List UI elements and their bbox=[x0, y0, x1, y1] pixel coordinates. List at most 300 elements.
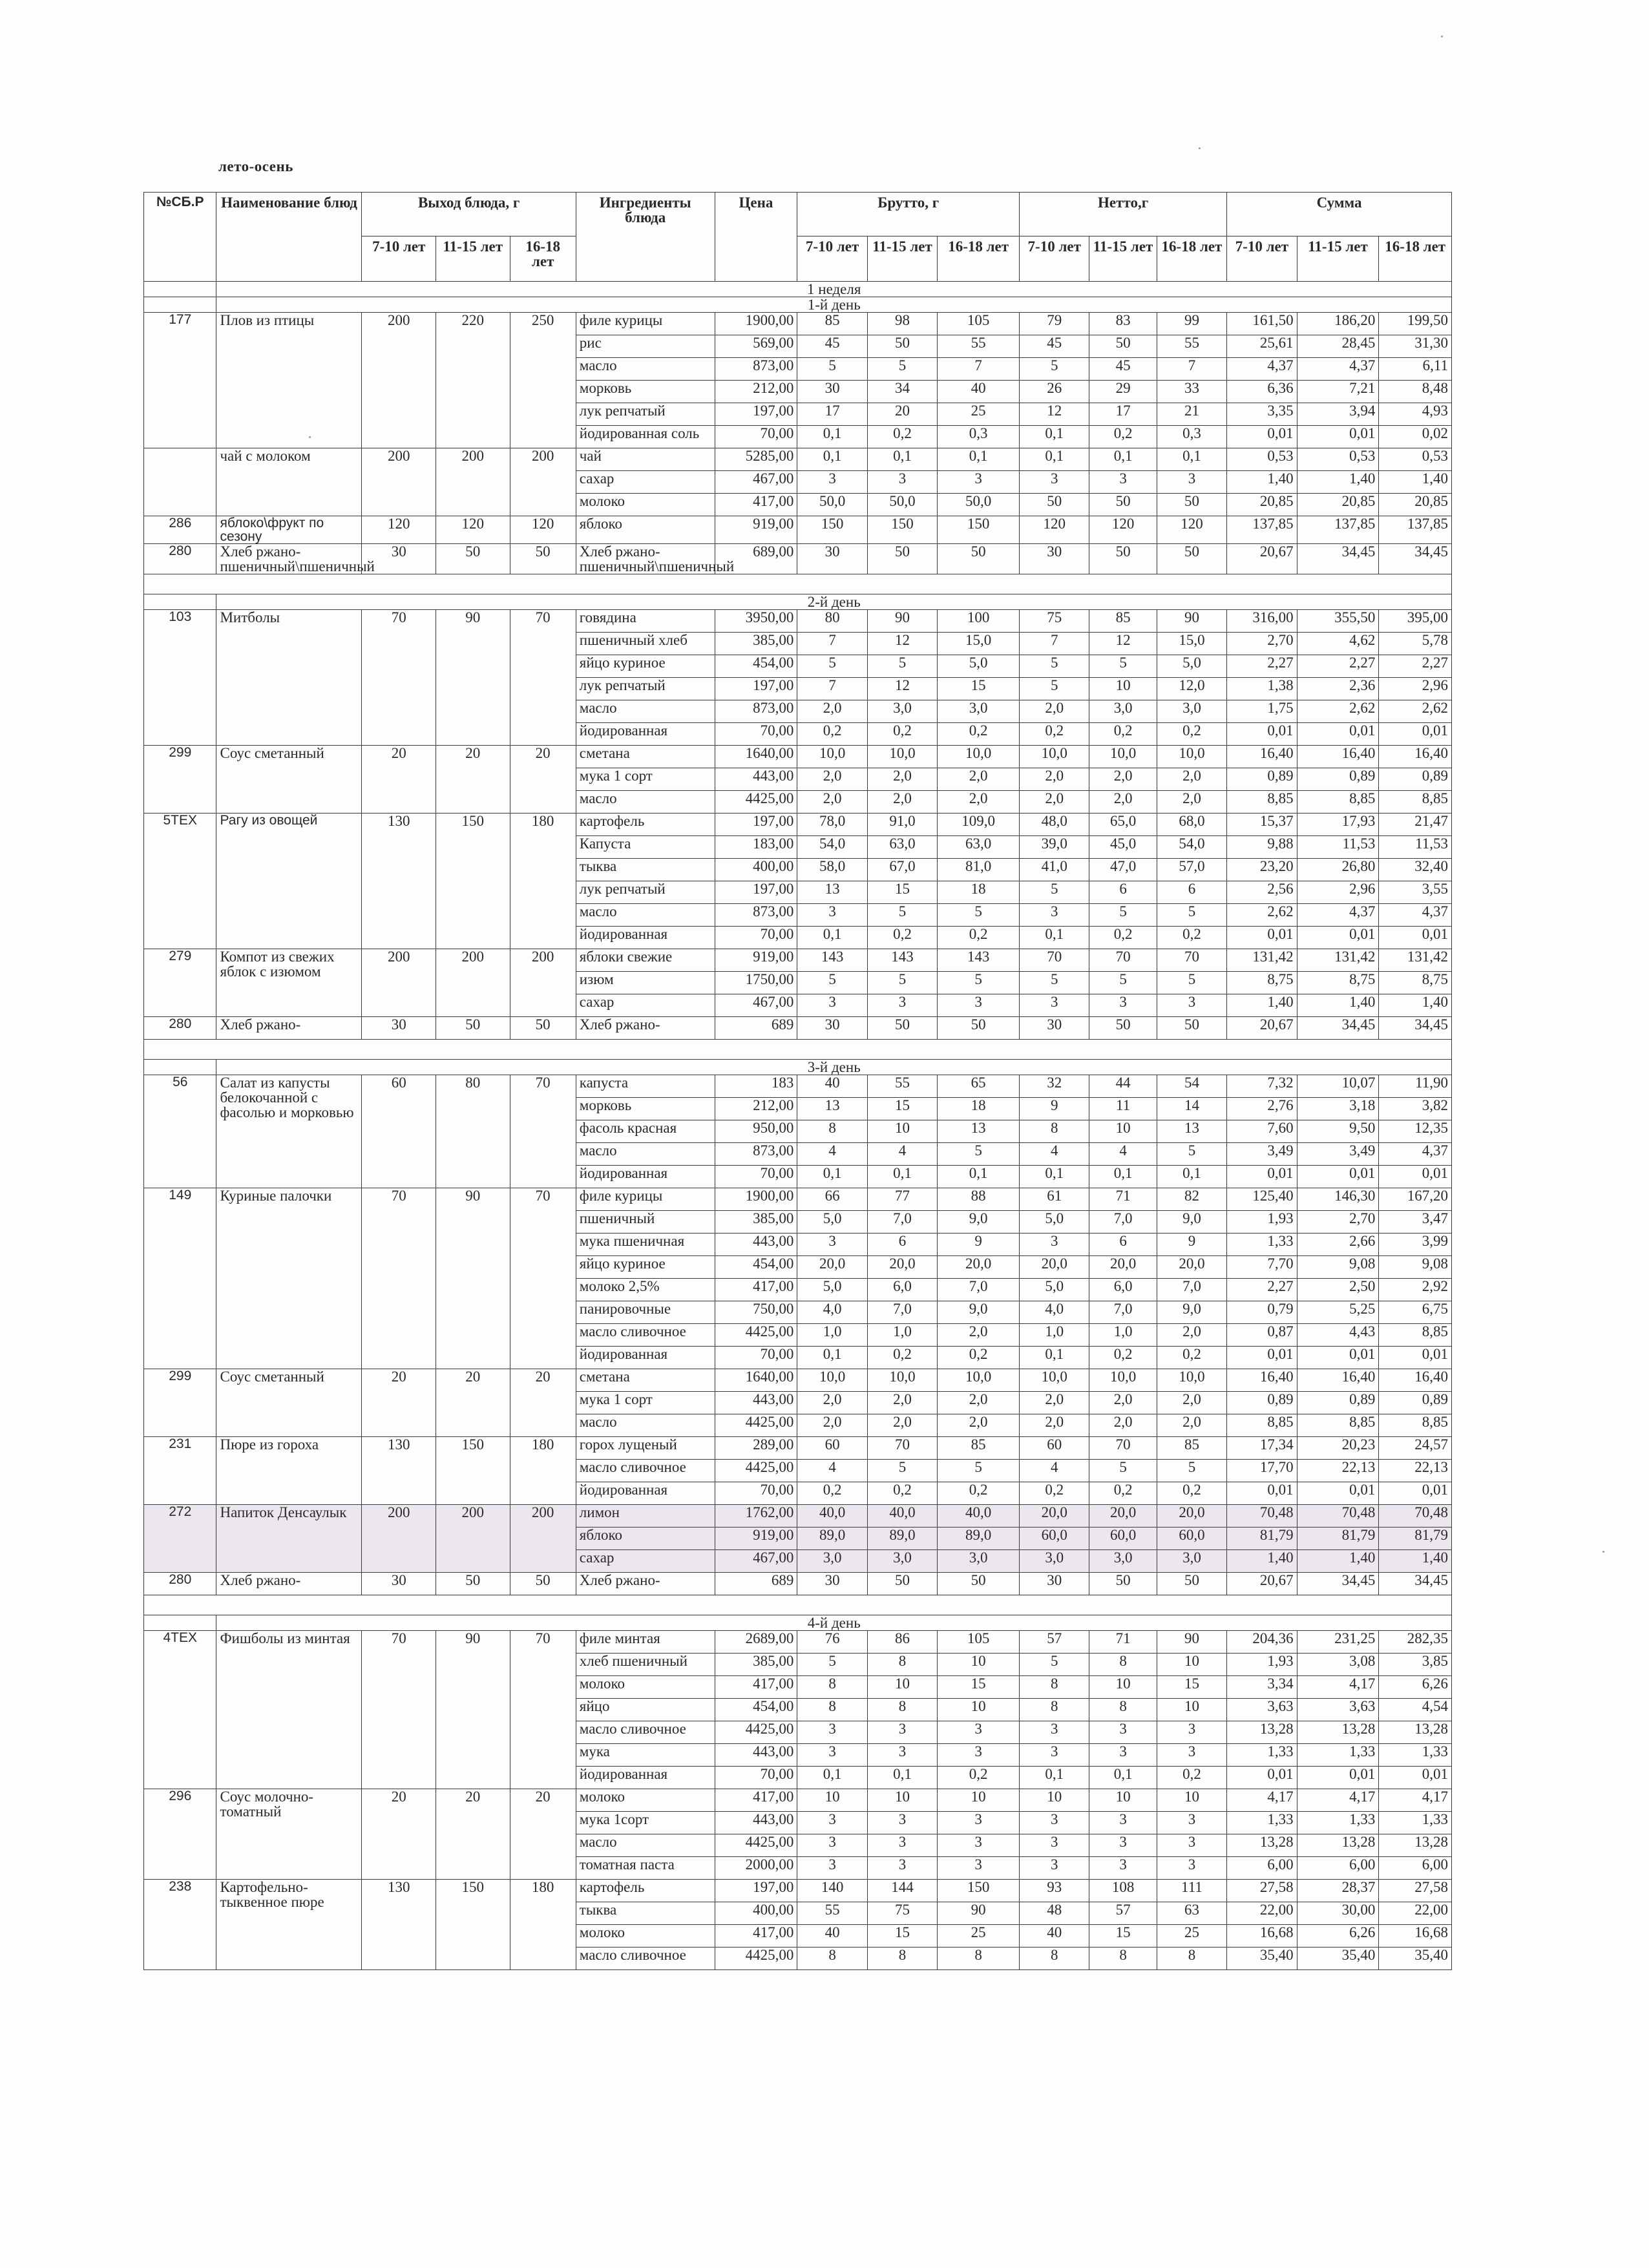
ingredient-gross: 10,0 bbox=[867, 1369, 937, 1392]
ingredient-sum: 16,68 bbox=[1227, 1925, 1297, 1948]
ingredient-sum: 1,40 bbox=[1379, 1550, 1452, 1573]
ingredient-sum: 22,13 bbox=[1379, 1460, 1452, 1482]
dish-yield: 70 bbox=[362, 1188, 436, 1369]
ingredient-sum: 0,01 bbox=[1379, 1482, 1452, 1505]
ingredient-net: 45 bbox=[1020, 335, 1089, 358]
ingredient-sum: 0,89 bbox=[1227, 768, 1297, 791]
header-yield: Выход блюда, г bbox=[362, 193, 576, 236]
spacer-row bbox=[144, 1040, 1452, 1060]
ingredient-gross: 0,1 bbox=[867, 448, 937, 471]
ingredient-gross: 2,0 bbox=[867, 1392, 937, 1414]
ingredient-gross: 5,0 bbox=[938, 655, 1020, 678]
ingredient-net: 8 bbox=[1020, 1676, 1089, 1699]
ingredient-sum: 13,28 bbox=[1227, 1834, 1297, 1857]
ingredient-sum: 0,87 bbox=[1227, 1324, 1297, 1347]
ingredient-net: 2,0 bbox=[1157, 1414, 1226, 1437]
ingredient-sum: 6,26 bbox=[1297, 1925, 1379, 1948]
ingredient-name: пшеничный bbox=[576, 1211, 715, 1234]
ingredient-gross: 7,0 bbox=[938, 1279, 1020, 1301]
ingredient-gross: 0,2 bbox=[867, 426, 937, 448]
ingredient-price: 417,00 bbox=[715, 1789, 797, 1812]
ingredient-price: 873,00 bbox=[715, 1143, 797, 1166]
empty-cell bbox=[144, 1615, 216, 1631]
ingredient-name: филе курицы bbox=[576, 313, 715, 335]
ingredient-price: 443,00 bbox=[715, 1234, 797, 1256]
ingredient-sum: 1,33 bbox=[1227, 1744, 1297, 1767]
ingredient-gross: 143 bbox=[797, 949, 867, 972]
ingredient-net: 3 bbox=[1020, 904, 1089, 927]
ingredient-price: 443,00 bbox=[715, 1812, 797, 1834]
ingredient-net: 5 bbox=[1020, 881, 1089, 904]
ingredient-name: капуста bbox=[576, 1075, 715, 1098]
ingredient-net: 93 bbox=[1020, 1880, 1089, 1902]
ingredient-price: 70,00 bbox=[715, 723, 797, 746]
ingredient-gross: 10,0 bbox=[797, 746, 867, 768]
ingredient-name: яблоко bbox=[576, 516, 715, 544]
ingredient-sum: 137,85 bbox=[1227, 516, 1297, 544]
ingredient-gross: 3 bbox=[797, 1234, 867, 1256]
ingredient-sum: 0,01 bbox=[1227, 723, 1297, 746]
ingredient-gross: 25 bbox=[938, 1925, 1020, 1948]
ingredient-gross: 58,0 bbox=[797, 859, 867, 881]
table-row bbox=[144, 746, 1452, 768]
ingredient-net: 33 bbox=[1157, 381, 1226, 403]
ingredient-price: 1900,00 bbox=[715, 1188, 797, 1211]
ingredient-sum: 8,85 bbox=[1227, 791, 1297, 814]
dish-yield: 20 bbox=[362, 1369, 436, 1437]
ingredient-sum: 0,01 bbox=[1227, 426, 1297, 448]
ingredient-sum: 17,34 bbox=[1227, 1437, 1297, 1460]
dish-yield: 70 bbox=[510, 1631, 576, 1789]
ingredient-net: 6 bbox=[1157, 881, 1226, 904]
ingredient-price: 212,00 bbox=[715, 381, 797, 403]
ingredient-sum: 2,27 bbox=[1227, 655, 1297, 678]
ingredient-net: 30 bbox=[1020, 1017, 1089, 1040]
dish-code: 280 bbox=[144, 1573, 216, 1595]
ingredient-net: 60,0 bbox=[1157, 1528, 1226, 1550]
ingredient-net: 68,0 bbox=[1157, 814, 1226, 836]
ingredient-net: 0,2 bbox=[1157, 1767, 1226, 1789]
ingredient-sum: 20,85 bbox=[1379, 494, 1452, 516]
ingredient-price: 385,00 bbox=[715, 633, 797, 655]
ingredient-sum: 8,85 bbox=[1379, 1414, 1452, 1437]
ingredient-net: 7 bbox=[1020, 633, 1089, 655]
ingredient-sum: 4,37 bbox=[1297, 904, 1379, 927]
ingredient-sum: 34,45 bbox=[1297, 544, 1379, 574]
ingredient-net: 90 bbox=[1157, 610, 1226, 633]
ingredient-net: 3 bbox=[1020, 1812, 1089, 1834]
ingredient-price: 70,00 bbox=[715, 1482, 797, 1505]
ingredient-gross: 86 bbox=[867, 1631, 937, 1654]
ingredient-sum: 16,40 bbox=[1379, 1369, 1452, 1392]
header-yield-age-16-18: 16-18 лет bbox=[510, 236, 576, 282]
ingredient-net: 9,0 bbox=[1157, 1211, 1226, 1234]
dish-yield: 130 bbox=[362, 1437, 436, 1505]
ingredient-name: молоко bbox=[576, 1676, 715, 1699]
ingredient-net: 9,0 bbox=[1157, 1301, 1226, 1324]
ingredient-gross: 13 bbox=[797, 881, 867, 904]
ingredient-net: 0,1 bbox=[1089, 1767, 1157, 1789]
ingredient-price: 4425,00 bbox=[715, 1721, 797, 1744]
ingredient-net: 61 bbox=[1020, 1188, 1089, 1211]
ingredient-sum: 20,23 bbox=[1297, 1437, 1379, 1460]
ingredient-price: 1750,00 bbox=[715, 972, 797, 994]
dish-code: 272 bbox=[144, 1505, 216, 1573]
ingredient-gross: 0,2 bbox=[867, 927, 937, 949]
ingredient-net: 25 bbox=[1157, 1925, 1226, 1948]
ingredient-gross: 8 bbox=[797, 1120, 867, 1143]
ingredient-net: 50 bbox=[1089, 494, 1157, 516]
dish-code: 4TEX bbox=[144, 1631, 216, 1789]
ingredient-gross: 0,2 bbox=[867, 723, 937, 746]
ingredient-sum: 10,07 bbox=[1297, 1075, 1379, 1098]
ingredient-sum: 1,33 bbox=[1379, 1812, 1452, 1834]
header-yield-age-11-15: 11-15 лет bbox=[436, 236, 510, 282]
ingredient-name: йодированная bbox=[576, 723, 715, 746]
ingredient-gross: 0,1 bbox=[938, 448, 1020, 471]
ingredient-sum: 16,40 bbox=[1227, 1369, 1297, 1392]
ingredient-sum: 16,40 bbox=[1297, 746, 1379, 768]
ingredient-net: 10,0 bbox=[1157, 746, 1226, 768]
spacer-row bbox=[144, 574, 1452, 594]
ingredient-sum: 1,40 bbox=[1227, 994, 1297, 1017]
ingredient-net: 0,2 bbox=[1157, 927, 1226, 949]
ingredient-net: 0,2 bbox=[1020, 723, 1089, 746]
ingredient-sum: 4,62 bbox=[1297, 633, 1379, 655]
ingredient-gross: 3 bbox=[797, 471, 867, 494]
ingredient-name: молоко bbox=[576, 1789, 715, 1812]
dish-name: Напиток Денсаулык bbox=[216, 1505, 362, 1573]
scan-speck bbox=[1441, 36, 1443, 37]
ingredient-net: 15 bbox=[1157, 1676, 1226, 1699]
ingredient-gross: 8 bbox=[797, 1676, 867, 1699]
ingredient-net: 47,0 bbox=[1089, 859, 1157, 881]
ingredient-net: 0,3 bbox=[1157, 426, 1226, 448]
table-row bbox=[144, 1573, 1452, 1595]
ingredient-net: 10,0 bbox=[1089, 746, 1157, 768]
ingredient-gross: 3,0 bbox=[797, 1550, 867, 1573]
ingredient-gross: 5 bbox=[867, 655, 937, 678]
ingredient-gross: 5 bbox=[938, 972, 1020, 994]
ingredient-sum: 282,35 bbox=[1379, 1631, 1452, 1654]
ingredient-net: 50 bbox=[1089, 1017, 1157, 1040]
day-row bbox=[144, 297, 1452, 313]
ingredient-net: 0,1 bbox=[1020, 1166, 1089, 1188]
ingredient-net: 54 bbox=[1157, 1075, 1226, 1098]
scan-speck bbox=[1602, 1551, 1604, 1553]
ingredient-price: 197,00 bbox=[715, 814, 797, 836]
ingredient-net: 8 bbox=[1020, 1120, 1089, 1143]
ingredient-name: масло сливочное bbox=[576, 1721, 715, 1744]
ingredient-name: картофель bbox=[576, 814, 715, 836]
ingredient-sum: 34,45 bbox=[1379, 1573, 1452, 1595]
dish-yield: 20 bbox=[510, 746, 576, 814]
ingredient-sum: 1,93 bbox=[1227, 1211, 1297, 1234]
ingredient-gross: 9,0 bbox=[938, 1211, 1020, 1234]
ingredient-sum: 0,89 bbox=[1297, 1392, 1379, 1414]
ingredient-net: 20,0 bbox=[1089, 1256, 1157, 1279]
ingredient-sum: 4,37 bbox=[1297, 358, 1379, 381]
ingredient-gross: 3 bbox=[797, 1834, 867, 1857]
ingredient-net: 0,2 bbox=[1089, 927, 1157, 949]
ingredient-net: 3 bbox=[1089, 1721, 1157, 1744]
ingredient-name: масло bbox=[576, 700, 715, 723]
dish-yield: 200 bbox=[362, 949, 436, 1017]
day-row-label: 2-й день bbox=[216, 594, 1452, 610]
ingredient-price: 569,00 bbox=[715, 335, 797, 358]
ingredient-net: 5 bbox=[1089, 972, 1157, 994]
ingredient-name: масло bbox=[576, 1834, 715, 1857]
header-net-age-7-10: 7-10 лет bbox=[1020, 236, 1089, 282]
dish-yield: 20 bbox=[436, 1789, 510, 1880]
ingredient-price: 467,00 bbox=[715, 471, 797, 494]
dish-yield: 150 bbox=[436, 1880, 510, 1970]
ingredient-net: 79 bbox=[1020, 313, 1089, 335]
ingredient-gross: 63,0 bbox=[867, 836, 937, 859]
ingredient-sum: 0,01 bbox=[1227, 1347, 1297, 1369]
header-sum: Сумма bbox=[1227, 193, 1452, 236]
ingredient-gross: 13 bbox=[938, 1120, 1020, 1143]
ingredient-sum: 2,27 bbox=[1227, 1279, 1297, 1301]
ingredient-sum: 34,45 bbox=[1379, 1017, 1452, 1040]
ingredient-sum: 1,40 bbox=[1379, 994, 1452, 1017]
ingredient-sum: 9,50 bbox=[1297, 1120, 1379, 1143]
ingredient-net: 5,0 bbox=[1020, 1279, 1089, 1301]
ingredient-net: 30 bbox=[1020, 544, 1089, 574]
dish-name: Картофельно-тыквенное пюре bbox=[216, 1880, 362, 1970]
ingredient-name: яблоки свежие bbox=[576, 949, 715, 972]
ingredient-net: 32 bbox=[1020, 1075, 1089, 1098]
ingredient-name: пшеничный хлеб bbox=[576, 633, 715, 655]
ingredient-sum: 1,33 bbox=[1297, 1812, 1379, 1834]
ingredient-sum: 3,49 bbox=[1297, 1143, 1379, 1166]
ingredient-net: 21 bbox=[1157, 403, 1226, 426]
ingredient-net: 3 bbox=[1089, 1744, 1157, 1767]
ingredient-sum: 22,13 bbox=[1297, 1460, 1379, 1482]
ingredient-gross: 50 bbox=[938, 544, 1020, 574]
ingredient-sum: 0,01 bbox=[1297, 1482, 1379, 1505]
ingredient-net: 48,0 bbox=[1020, 814, 1089, 836]
ingredient-net: 85 bbox=[1157, 1437, 1226, 1460]
dish-code: 238 bbox=[144, 1880, 216, 1970]
ingredient-gross: 30 bbox=[797, 1573, 867, 1595]
ingredient-net: 50 bbox=[1089, 544, 1157, 574]
ingredient-net: 1,0 bbox=[1020, 1324, 1089, 1347]
table-row bbox=[144, 1188, 1452, 1211]
ingredient-net: 71 bbox=[1089, 1188, 1157, 1211]
ingredient-sum: 16,40 bbox=[1297, 1369, 1379, 1392]
ingredient-gross: 77 bbox=[867, 1188, 937, 1211]
ingredient-gross: 15 bbox=[938, 1676, 1020, 1699]
dish-yield: 130 bbox=[362, 1880, 436, 1970]
ingredient-price: 750,00 bbox=[715, 1301, 797, 1324]
ingredient-gross: 5 bbox=[797, 655, 867, 678]
ingredient-sum: 137,85 bbox=[1297, 516, 1379, 544]
ingredient-net: 10 bbox=[1020, 1789, 1089, 1812]
dish-yield: 30 bbox=[362, 1573, 436, 1595]
dish-yield: 150 bbox=[436, 814, 510, 949]
ingredient-net: 0,2 bbox=[1157, 1482, 1226, 1505]
ingredient-name: яйцо куриное bbox=[576, 655, 715, 678]
ingredient-sum: 8,48 bbox=[1379, 381, 1452, 403]
ingredient-sum: 2,62 bbox=[1379, 700, 1452, 723]
ingredient-net: 13 bbox=[1157, 1120, 1226, 1143]
ingredient-gross: 7 bbox=[797, 678, 867, 700]
table-row bbox=[144, 949, 1452, 972]
ingredient-net: 82 bbox=[1157, 1188, 1226, 1211]
header-net-age-11-15: 11-15 лет bbox=[1089, 236, 1157, 282]
ingredient-gross: 3 bbox=[797, 994, 867, 1017]
ingredient-sum: 9,88 bbox=[1227, 836, 1297, 859]
ingredient-name: лук репчатый bbox=[576, 881, 715, 904]
ingredient-sum: 0,01 bbox=[1297, 927, 1379, 949]
scan-speck bbox=[1199, 147, 1201, 149]
ingredient-gross: 3 bbox=[938, 1857, 1020, 1880]
ingredient-gross: 90 bbox=[867, 610, 937, 633]
ingredient-net: 3 bbox=[1089, 1857, 1157, 1880]
ingredient-price: 454,00 bbox=[715, 1699, 797, 1721]
ingredient-sum: 3,18 bbox=[1297, 1098, 1379, 1120]
ingredient-gross: 91,0 bbox=[867, 814, 937, 836]
ingredient-net: 50 bbox=[1089, 1573, 1157, 1595]
ingredient-name: сахар bbox=[576, 471, 715, 494]
ingredient-gross: 10 bbox=[797, 1789, 867, 1812]
ingredient-gross: 3 bbox=[867, 994, 937, 1017]
ingredient-net: 3,0 bbox=[1020, 1550, 1089, 1573]
ingredient-gross: 3 bbox=[797, 904, 867, 927]
ingredient-net: 70 bbox=[1089, 949, 1157, 972]
ingredient-net: 3 bbox=[1157, 1834, 1226, 1857]
ingredient-net: 15,0 bbox=[1157, 633, 1226, 655]
ingredient-gross: 2,0 bbox=[797, 768, 867, 791]
ingredient-net: 8 bbox=[1020, 1948, 1089, 1970]
ingredient-gross: 8 bbox=[938, 1948, 1020, 1970]
ingredient-gross: 20,0 bbox=[867, 1256, 937, 1279]
dish-code: 279 bbox=[144, 949, 216, 1017]
ingredient-gross: 0,1 bbox=[867, 1166, 937, 1188]
dish-name: Хлеб ржано-пшеничный\пшеничный bbox=[216, 544, 362, 574]
ingredient-sum: 1,40 bbox=[1227, 471, 1297, 494]
ingredient-price: 197,00 bbox=[715, 881, 797, 904]
ingredient-sum: 28,37 bbox=[1297, 1880, 1379, 1902]
ingredient-price: 873,00 bbox=[715, 358, 797, 381]
ingredient-net: 6,0 bbox=[1089, 1279, 1157, 1301]
dish-yield: 90 bbox=[436, 1188, 510, 1369]
ingredient-net: 48 bbox=[1020, 1902, 1089, 1925]
ingredient-net: 120 bbox=[1089, 516, 1157, 544]
ingredient-net: 57 bbox=[1020, 1631, 1089, 1654]
ingredient-gross: 5 bbox=[797, 972, 867, 994]
ingredient-net: 2,0 bbox=[1157, 768, 1226, 791]
ingredient-gross: 7 bbox=[797, 633, 867, 655]
ingredient-net: 5 bbox=[1089, 904, 1157, 927]
ingredient-sum: 81,79 bbox=[1227, 1528, 1297, 1550]
ingredient-price: 2000,00 bbox=[715, 1857, 797, 1880]
ingredient-name: хлеб пшеничный bbox=[576, 1654, 715, 1676]
ingredient-sum: 2,56 bbox=[1227, 881, 1297, 904]
dish-code: 280 bbox=[144, 1017, 216, 1040]
dish-code: 286 bbox=[144, 516, 216, 544]
ingredient-sum: 0,02 bbox=[1379, 426, 1452, 448]
menu-table bbox=[143, 192, 1452, 1970]
spacer-row bbox=[144, 1595, 1452, 1615]
header-sum-age-11-15: 11-15 лет bbox=[1297, 236, 1379, 282]
dish-yield: 200 bbox=[362, 313, 436, 448]
ingredient-net: 2,0 bbox=[1020, 1414, 1089, 1437]
ingredient-gross: 50 bbox=[938, 1017, 1020, 1040]
ingredient-price: 4425,00 bbox=[715, 1460, 797, 1482]
ingredient-price: 197,00 bbox=[715, 403, 797, 426]
ingredient-net: 5 bbox=[1020, 972, 1089, 994]
ingredient-net: 3 bbox=[1089, 1812, 1157, 1834]
ingredient-sum: 0,01 bbox=[1297, 723, 1379, 746]
ingredient-sum: 1,75 bbox=[1227, 700, 1297, 723]
header-net-age-16-18: 16-18 лет bbox=[1157, 236, 1226, 282]
ingredient-sum: 6,11 bbox=[1379, 358, 1452, 381]
ingredient-gross: 55 bbox=[867, 1075, 937, 1098]
ingredient-net: 10 bbox=[1089, 1120, 1157, 1143]
ingredient-sum: 8,75 bbox=[1297, 972, 1379, 994]
ingredient-net: 2,0 bbox=[1020, 1392, 1089, 1414]
ingredient-sum: 9,08 bbox=[1379, 1256, 1452, 1279]
ingredient-gross: 143 bbox=[867, 949, 937, 972]
ingredient-sum: 13,28 bbox=[1379, 1721, 1452, 1744]
ingredient-sum: 4,17 bbox=[1227, 1789, 1297, 1812]
ingredient-net: 0,1 bbox=[1020, 927, 1089, 949]
ingredient-name: йодированная bbox=[576, 1767, 715, 1789]
ingredient-gross: 0,1 bbox=[867, 1767, 937, 1789]
dish-yield: 50 bbox=[510, 1573, 576, 1595]
ingredient-name: томатная паста bbox=[576, 1857, 715, 1880]
ingredient-gross: 18 bbox=[938, 881, 1020, 904]
header-yield-age-7-10: 7-10 лет bbox=[362, 236, 436, 282]
ingredient-net: 83 bbox=[1089, 313, 1157, 335]
ingredient-price: 183,00 bbox=[715, 836, 797, 859]
ingredient-net: 6 bbox=[1089, 881, 1157, 904]
ingredient-net: 17 bbox=[1089, 403, 1157, 426]
table-row bbox=[144, 1369, 1452, 1392]
empty-cell bbox=[144, 594, 216, 610]
ingredient-gross: 10 bbox=[867, 1789, 937, 1812]
ingredient-name: лимон bbox=[576, 1505, 715, 1528]
ingredient-gross: 3 bbox=[938, 1812, 1020, 1834]
ingredient-gross: 0,2 bbox=[867, 1347, 937, 1369]
ingredient-sum: 32,40 bbox=[1379, 859, 1452, 881]
ingredient-sum: 2,36 bbox=[1297, 678, 1379, 700]
ingredient-gross: 3 bbox=[797, 1857, 867, 1880]
ingredient-price: 70,00 bbox=[715, 1767, 797, 1789]
ingredient-sum: 0,01 bbox=[1227, 927, 1297, 949]
ingredient-sum: 17,93 bbox=[1297, 814, 1379, 836]
ingredient-net: 1,0 bbox=[1089, 1324, 1157, 1347]
ingredient-price: 1640,00 bbox=[715, 1369, 797, 1392]
ingredient-net: 10 bbox=[1157, 1654, 1226, 1676]
ingredient-net: 60 bbox=[1020, 1437, 1089, 1460]
table-row bbox=[144, 610, 1452, 633]
ingredient-net: 20,0 bbox=[1157, 1256, 1226, 1279]
ingredient-gross: 9,0 bbox=[938, 1301, 1020, 1324]
ingredient-gross: 2,0 bbox=[797, 791, 867, 814]
ingredient-net: 7 bbox=[1157, 358, 1226, 381]
ingredient-gross: 6,0 bbox=[867, 1279, 937, 1301]
ingredient-net: 63 bbox=[1157, 1902, 1226, 1925]
ingredient-gross: 3 bbox=[938, 994, 1020, 1017]
ingredient-net: 90 bbox=[1157, 1631, 1226, 1654]
ingredient-net: 5,0 bbox=[1157, 655, 1226, 678]
dish-yield: 20 bbox=[436, 1369, 510, 1437]
ingredient-net: 2,0 bbox=[1089, 1414, 1157, 1437]
empty-cell bbox=[144, 1060, 216, 1075]
